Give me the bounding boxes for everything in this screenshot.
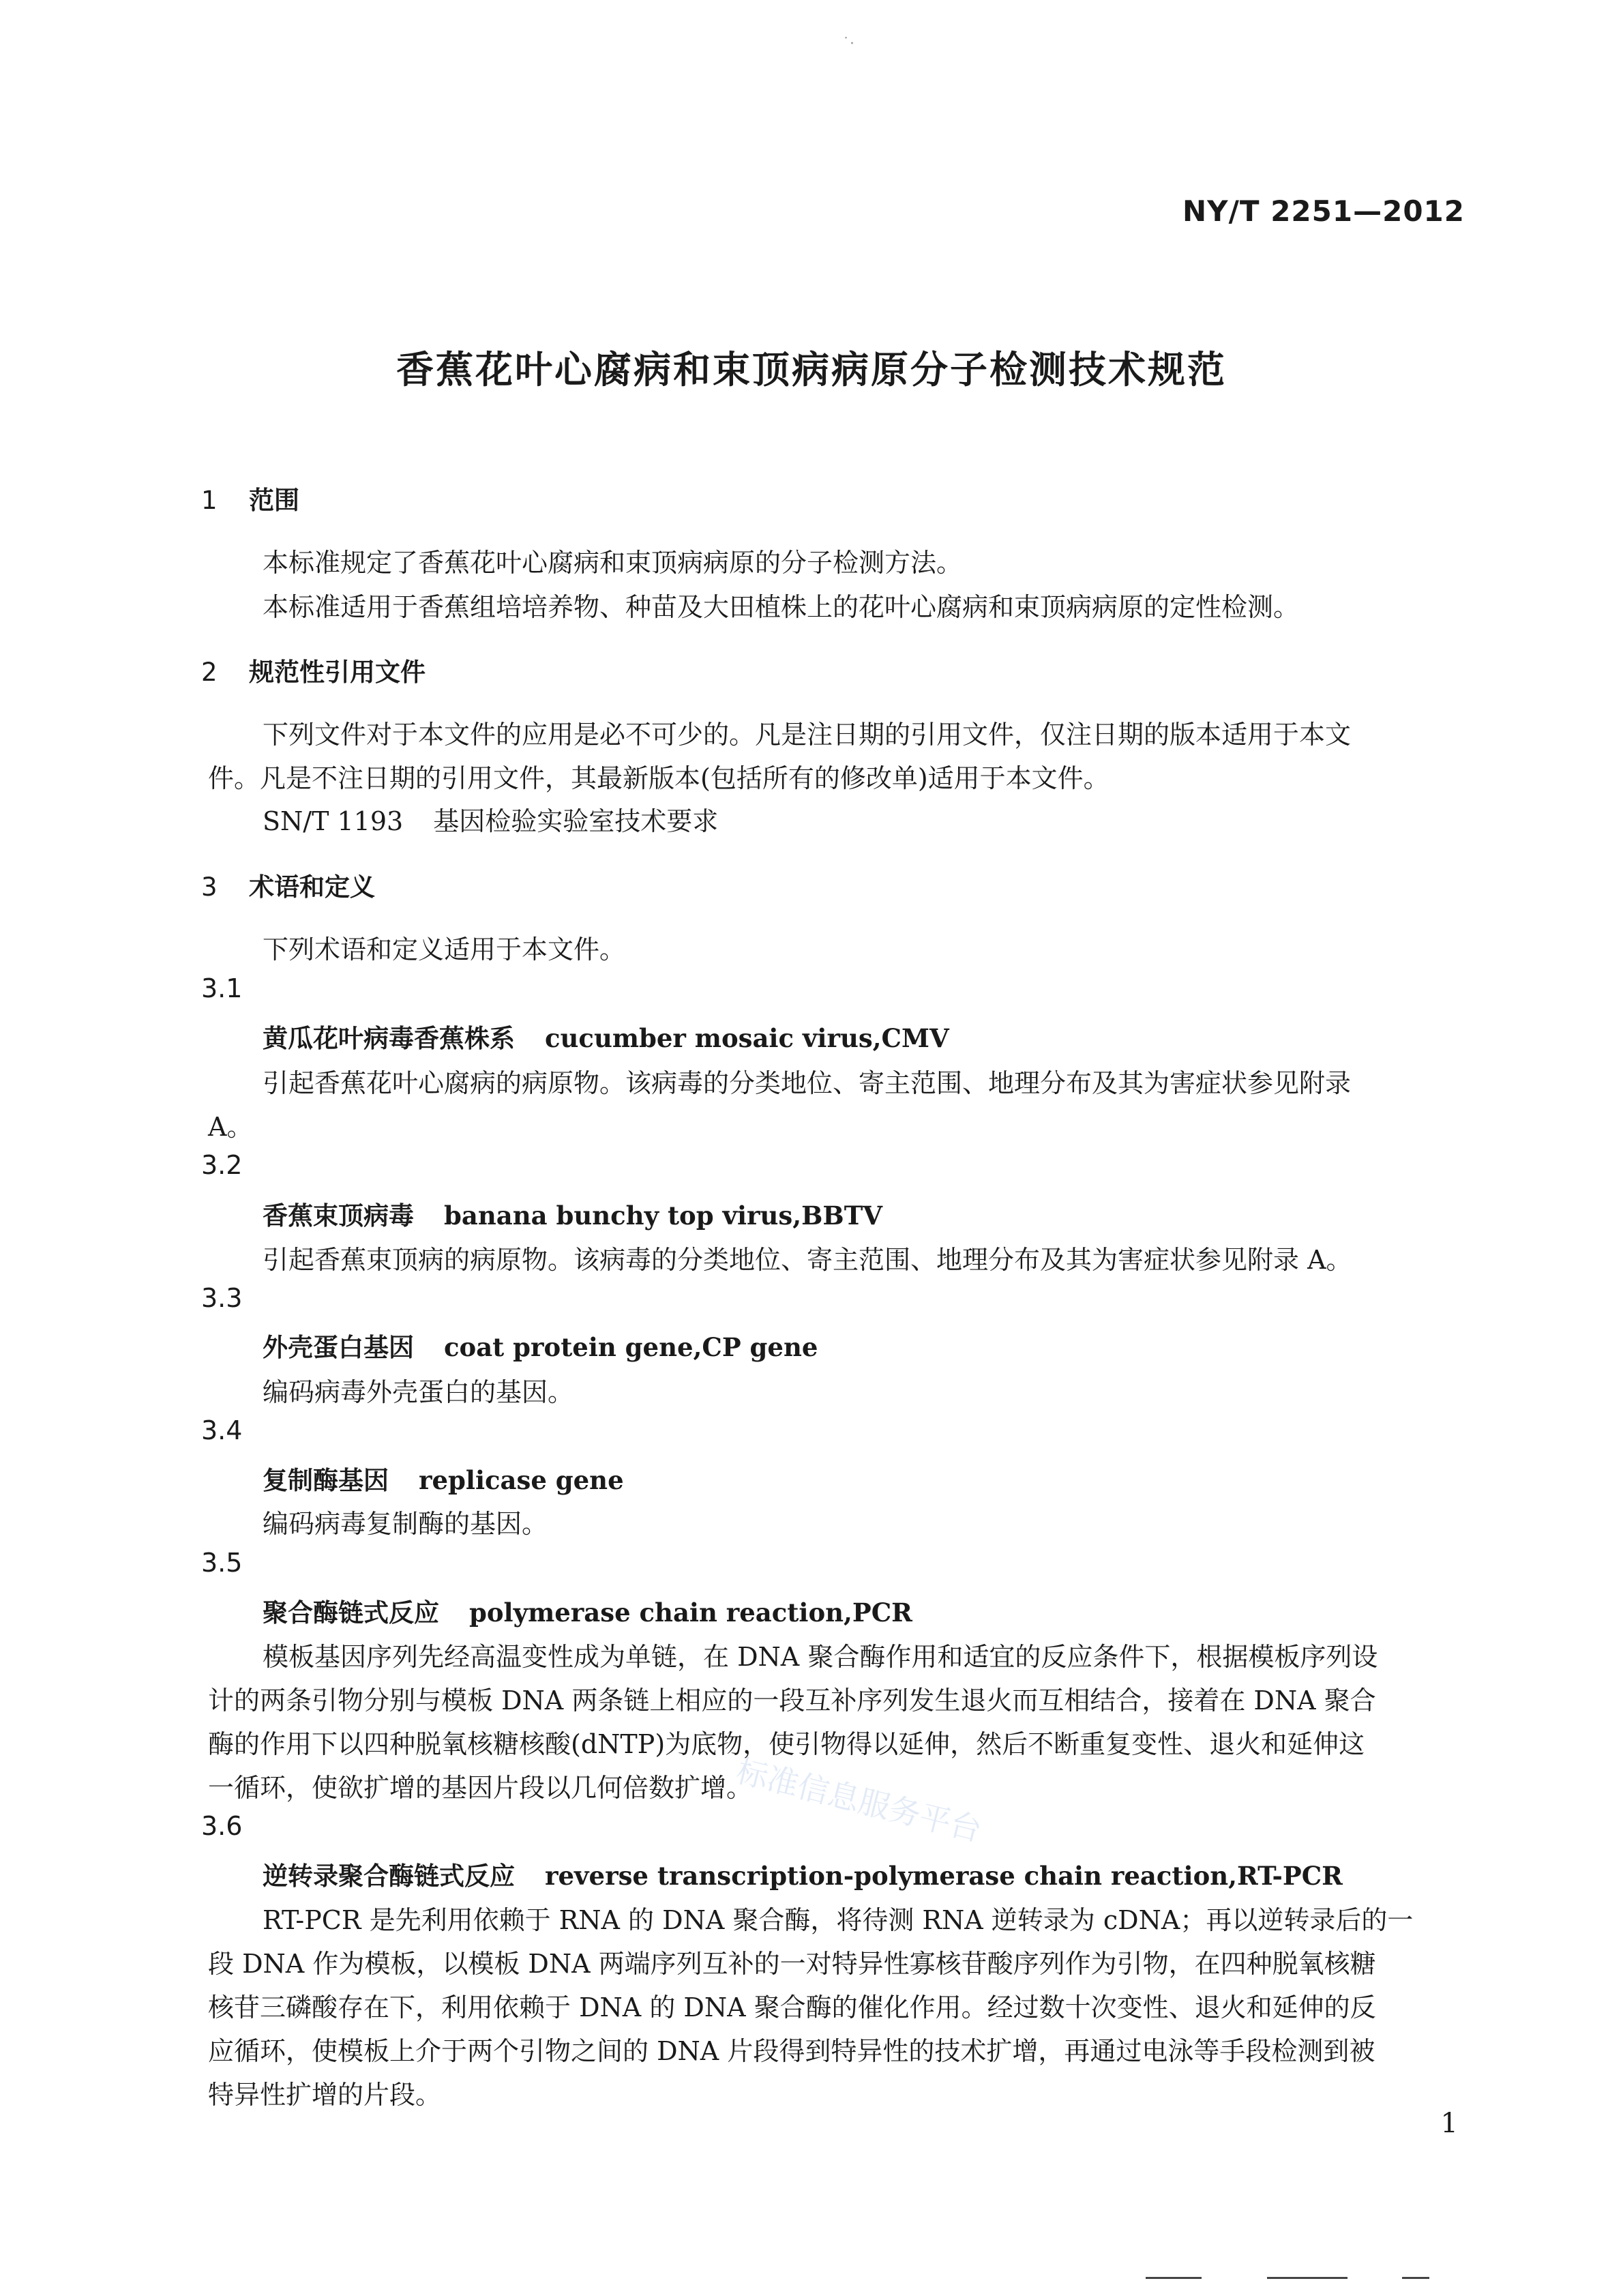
term-heading [263, 1195, 882, 1232]
term-definition-line: 模板基因序列先经高温变性成为单链，在 DNA 聚合酶作用和适宜的反应条件下，根据模板序列设 [263, 1642, 1378, 1672]
term-heading [263, 1460, 624, 1497]
section-number: 3 [201, 872, 218, 902]
term-definition-line: RT-PCR 是先利用依赖于 RNA 的 DNA 聚合酶，将待测 RNA 逆转录为 cDNA；再以逆转录后的一 [263, 1905, 1414, 1935]
term-definition-line: 特异性扩增的片段。 [208, 2080, 442, 2110]
watermark: 标准信息服务平台 [732, 1752, 985, 1849]
term-number: 3.4 [201, 1415, 243, 1445]
term-name-zh: 聚合酶链式反应 [263, 1598, 439, 1628]
section-2-heading [201, 651, 426, 688]
section-number: 1 [201, 486, 218, 515]
term-name-en: replicase gene [419, 1465, 624, 1495]
term-heading [263, 1855, 1343, 1892]
reference-title: 基因检验实验室技术要求 [433, 806, 719, 836]
section-1-paragraph-2: 本标准适用于香蕉组培培养物、种苗及大田植株上的花叶心腐病和束顶病病原的定性检测。 [263, 592, 1300, 622]
term-definition-line: A。 [208, 1112, 253, 1142]
section-3-heading [201, 866, 375, 903]
section-1-paragraph-1: 本标准规定了香蕉花叶心腐病和束顶病病原的分子检测方法。 [263, 548, 963, 578]
term-number: 3.3 [201, 1283, 243, 1313]
section-2-paragraph-line-1: 下列文件对于本文件的应用是必不可少的。凡是注日期的引用文件，仅注日期的版本适用于本文 [263, 720, 1352, 750]
normative-reference [263, 800, 718, 838]
term-definition-line: 编码病毒外壳蛋白的基因。 [263, 1377, 574, 1407]
term-number: 3.2 [201, 1150, 243, 1180]
section-title: 规范性引用文件 [249, 658, 426, 687]
term-heading [263, 1327, 818, 1364]
term-name-en: polymerase chain reaction,PCR [469, 1598, 912, 1628]
term-definition-line: 核苷三磷酸存在下，利用依赖于 DNA 的 DNA 聚合酶的催化作用。经过数十次变性、退火和延伸的反 [208, 1992, 1376, 2022]
standard-code: NY/T 2251—2012 [1182, 194, 1465, 228]
term-name-zh: 黄瓜花叶病毒香蕉株系 [263, 1024, 515, 1053]
section-title: 范围 [249, 486, 299, 515]
term-name-en: coat protein gene,CP gene [444, 1332, 818, 1362]
term-definition-line: 应循环，使模板上介于两个引物之间的 DNA 片段得到特异性的技术扩增，再通过电泳等手段检测到被 [208, 2036, 1375, 2066]
term-definition-line: 计的两条引物分别与模板 DNA 两条链上相应的一段互补序列发生退火而互相结合，接着在 DNA 聚合 [208, 1686, 1376, 1716]
term-name-zh: 逆转录聚合酶链式反应 [263, 1861, 515, 1891]
term-definition-line: 引起香蕉束顶病的病原物。该病毒的分类地位、寄主范围、地理分布及其为害症状参见附录 A。 [263, 1245, 1352, 1275]
term-definition-line: 一循环，使欲扩增的基因片段以几何倍数扩增。 [208, 1773, 753, 1803]
term-heading [263, 1018, 949, 1055]
term-definition-line: 编码病毒复制酶的基因。 [263, 1509, 548, 1539]
term-definition-line: 引起香蕉花叶心腐病的病原物。该病毒的分类地位、寄主范围、地理分布及其为害症状参见附录 [263, 1068, 1352, 1098]
section-number: 2 [201, 658, 218, 687]
term-name-en: reverse transcription-polymerase chain reaction,RT-PCR [545, 1861, 1343, 1891]
page-number: 1 [1440, 2108, 1458, 2139]
term-name-zh: 外壳蛋白基因 [263, 1333, 414, 1362]
footer-rule [1267, 2277, 1347, 2279]
footer-rule [1402, 2277, 1429, 2279]
term-number: 3.5 [201, 1548, 243, 1578]
term-name-en: banana bunchy top virus,BBTV [444, 1201, 882, 1231]
term-name-zh: 香蕉束顶病毒 [263, 1201, 414, 1231]
term-definition-line: 酶的作用下以四种脱氧核糖核酸(dNTP)为底物，使引物得以延伸，然后不断重复变性、退火和延伸这 [208, 1729, 1365, 1759]
section-2-paragraph-line-2: 件。凡是不注日期的引用文件，其最新版本(包括所有的修改单)适用于本文件。 [208, 763, 1110, 793]
term-heading [263, 1592, 912, 1629]
term-number: 3.6 [201, 1811, 243, 1841]
section-1-heading [201, 480, 299, 516]
term-name-en: cucumber mosaic virus,CMV [545, 1023, 949, 1053]
term-number: 3.1 [201, 973, 243, 1003]
footer-rule [1146, 2277, 1202, 2279]
document-title: 香蕉花叶心腐病和束顶病病原分子检测技术规范 [396, 348, 1227, 392]
scan-speck: ˙· [842, 35, 854, 53]
term-definition-line: 段 DNA 作为模板，以模板 DNA 两端序列互补的一对特异性寡核苷酸序列作为引物，在四种脱氧核糖 [208, 1949, 1376, 1979]
reference-code: SN/T 1193 [263, 806, 404, 836]
section-title: 术语和定义 [249, 872, 375, 902]
section-3-intro: 下列术语和定义适用于本文件。 [263, 934, 626, 965]
term-name-zh: 复制酶基因 [263, 1466, 389, 1495]
